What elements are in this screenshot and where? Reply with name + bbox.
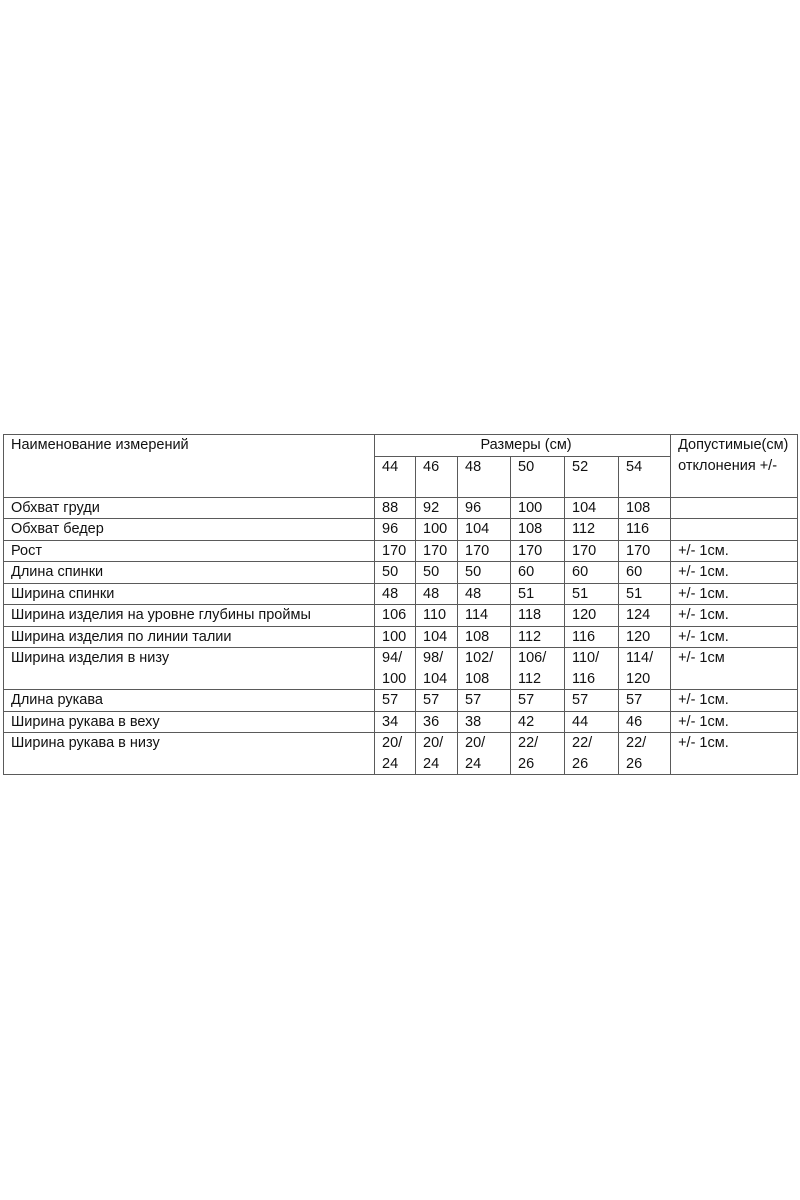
size-value: 96 xyxy=(375,519,416,541)
measurement-name: Ширина спинки xyxy=(4,583,375,605)
size-value: 170 xyxy=(511,540,565,562)
size-value: 57 xyxy=(375,690,416,712)
size-value: 57 xyxy=(511,690,565,712)
size-value: 100 xyxy=(416,519,458,541)
size-value: 50 xyxy=(416,562,458,584)
size-value: 108 xyxy=(511,519,565,541)
size-value: 48 xyxy=(375,583,416,605)
size-value: 110 xyxy=(416,605,458,627)
size-value: 112 xyxy=(565,519,619,541)
table-row xyxy=(4,626,798,648)
size-value: 170 xyxy=(375,540,416,562)
tolerance-value xyxy=(671,497,798,519)
size-value: 50 xyxy=(375,562,416,584)
size-value: 38 xyxy=(458,711,511,733)
size-value: 116 xyxy=(619,519,671,541)
size-label: 54 xyxy=(619,456,671,497)
measurement-name: Ширина изделия в низу xyxy=(4,648,375,690)
size-value: 57 xyxy=(416,690,458,712)
measurement-name: Ширина изделия по линии талии xyxy=(4,626,375,648)
measurement-name: Длина спинки xyxy=(4,562,375,584)
size-value: 22/ 26 xyxy=(619,733,671,775)
size-value: 20/ 24 xyxy=(458,733,511,775)
table-row xyxy=(4,648,798,690)
size-value: 108 xyxy=(458,626,511,648)
table-row xyxy=(4,605,798,627)
size-value: 20/ 24 xyxy=(375,733,416,775)
size-chart xyxy=(3,434,797,775)
table-row xyxy=(4,540,798,562)
size-value: 124 xyxy=(619,605,671,627)
size-value: 98/ 104 xyxy=(416,648,458,690)
size-value: 51 xyxy=(565,583,619,605)
size-value: 118 xyxy=(511,605,565,627)
size-label: 52 xyxy=(565,456,619,497)
size-value: 51 xyxy=(511,583,565,605)
tolerance-value: +/- 1см. xyxy=(671,711,798,733)
size-value: 60 xyxy=(565,562,619,584)
measurement-name: Ширина изделия на уровне глубины проймы xyxy=(4,605,375,627)
sizes-header: Размеры (см) xyxy=(375,435,671,457)
size-value: 50 xyxy=(458,562,511,584)
size-value: 114/ 120 xyxy=(619,648,671,690)
size-value: 44 xyxy=(565,711,619,733)
size-value: 36 xyxy=(416,711,458,733)
size-value: 100 xyxy=(375,626,416,648)
size-value: 92 xyxy=(416,497,458,519)
size-value: 170 xyxy=(416,540,458,562)
size-value: 114 xyxy=(458,605,511,627)
tolerance-header: Допустимые(см) отклонения +/- xyxy=(671,435,798,498)
size-value: 57 xyxy=(565,690,619,712)
measurement-name: Длина рукава xyxy=(4,690,375,712)
size-label: 46 xyxy=(416,456,458,497)
size-value: 110/ 116 xyxy=(565,648,619,690)
size-value: 51 xyxy=(619,583,671,605)
size-value: 108 xyxy=(619,497,671,519)
size-value: 94/ 100 xyxy=(375,648,416,690)
tolerance-value: +/- 1см. xyxy=(671,733,798,775)
tolerance-value: +/- 1см. xyxy=(671,562,798,584)
size-value: 48 xyxy=(416,583,458,605)
size-value: 104 xyxy=(458,519,511,541)
size-value: 170 xyxy=(619,540,671,562)
table-row xyxy=(4,519,798,541)
size-value: 22/ 26 xyxy=(511,733,565,775)
tolerance-value: +/- 1см. xyxy=(671,605,798,627)
size-value: 170 xyxy=(458,540,511,562)
size-label: 50 xyxy=(511,456,565,497)
table-row xyxy=(4,733,798,775)
size-value: 22/ 26 xyxy=(565,733,619,775)
tolerance-value xyxy=(671,519,798,541)
measurement-name: Обхват груди xyxy=(4,497,375,519)
measurement-name: Ширина рукава в низу xyxy=(4,733,375,775)
tolerance-value: +/- 1см. xyxy=(671,626,798,648)
size-value: 120 xyxy=(565,605,619,627)
size-value: 48 xyxy=(458,583,511,605)
tolerance-value: +/- 1см. xyxy=(671,583,798,605)
size-value: 116 xyxy=(565,626,619,648)
size-value: 106 xyxy=(375,605,416,627)
measurement-name-header: Наименование измерений xyxy=(4,435,375,498)
size-value: 88 xyxy=(375,497,416,519)
table-row xyxy=(4,562,798,584)
size-value: 20/ 24 xyxy=(416,733,458,775)
tolerance-value: +/- 1см. xyxy=(671,540,798,562)
size-value: 46 xyxy=(619,711,671,733)
table-row xyxy=(4,690,798,712)
size-label: 48 xyxy=(458,456,511,497)
size-table xyxy=(3,434,798,775)
size-value: 60 xyxy=(511,562,565,584)
size-value: 106/ 112 xyxy=(511,648,565,690)
size-label: 44 xyxy=(375,456,416,497)
measurement-name: Обхват бедер xyxy=(4,519,375,541)
size-value: 100 xyxy=(511,497,565,519)
size-value: 57 xyxy=(458,690,511,712)
measurement-name: Ширина рукава в веху xyxy=(4,711,375,733)
size-value: 34 xyxy=(375,711,416,733)
size-value: 104 xyxy=(565,497,619,519)
size-value: 112 xyxy=(511,626,565,648)
size-value: 170 xyxy=(565,540,619,562)
table-row xyxy=(4,711,798,733)
size-value: 57 xyxy=(619,690,671,712)
tolerance-value: +/- 1см xyxy=(671,648,798,690)
size-value: 102/ 108 xyxy=(458,648,511,690)
size-value: 60 xyxy=(619,562,671,584)
size-value: 96 xyxy=(458,497,511,519)
tolerance-value: +/- 1см. xyxy=(671,690,798,712)
table-row xyxy=(4,497,798,519)
measurement-name: Рост xyxy=(4,540,375,562)
size-value: 120 xyxy=(619,626,671,648)
size-value: 42 xyxy=(511,711,565,733)
table-row xyxy=(4,583,798,605)
size-value: 104 xyxy=(416,626,458,648)
header-row xyxy=(4,435,798,457)
